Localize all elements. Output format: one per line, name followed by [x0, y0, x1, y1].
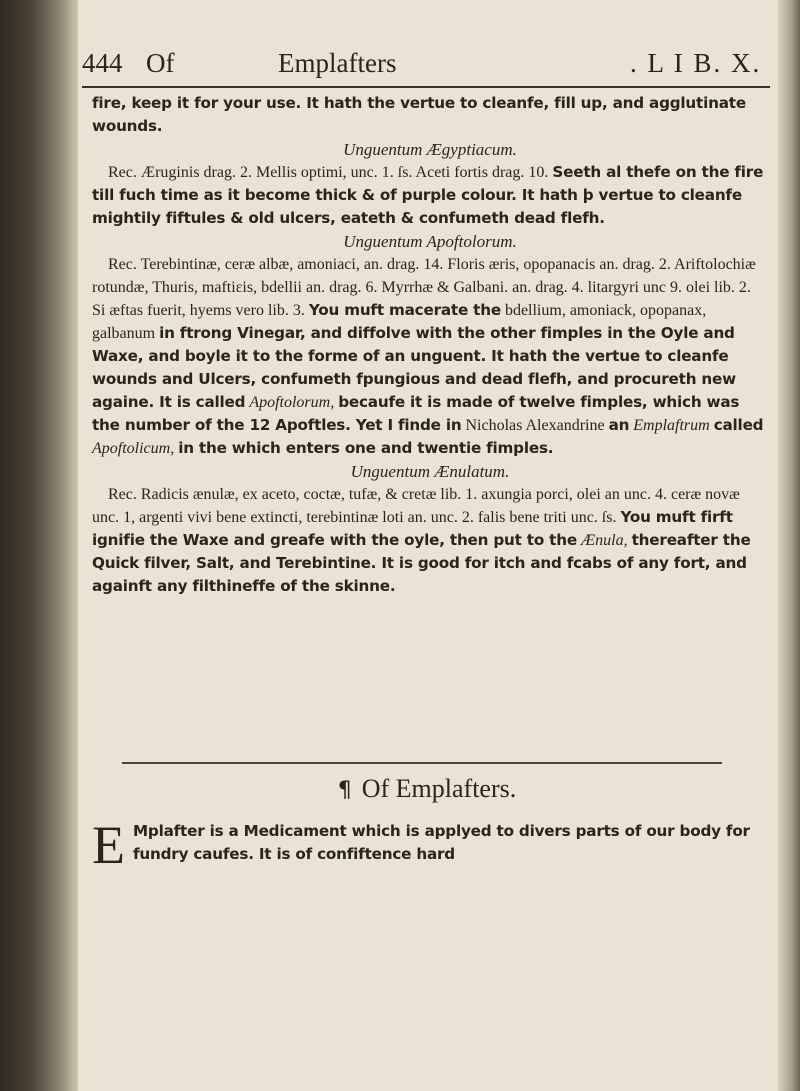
recipe-aegyptiacum: [92, 161, 768, 230]
author-name: Nicholas Alexandrine: [465, 417, 605, 434]
header-title: Emplafters: [278, 48, 397, 78]
running-header: [82, 48, 772, 88]
latin-term: Ænula,: [580, 532, 628, 549]
section-text: Mplafter is a Medicament which is applyed to divers parts of our body for fundry caufes. It is of confiftence hard: [133, 822, 750, 863]
instruction-text: in ftrong Vinegar, and diffolve with the other fimples in the Oyle and Waxe, and boyle it to the forme of an unguent. It hath the vertue to cleanfe wounds and Ulcers, confumeth fpungious and dead flefh, and procureth new againe. It is called: [92, 324, 736, 411]
instruction-text: thereafter the Quick filver, Salt, and Terebintine. It is good for itch and fcabs of any fort, and againft any filthineffe of the skinne.: [92, 531, 751, 595]
recipe-text: Rec. Æruginis drag. 2. Mellis optimi, unc. 1. ſs. Aceti fortis drag. 10.: [108, 164, 549, 181]
recipe-apostolorum: [92, 253, 768, 460]
latin-term: Apoftolorum,: [249, 394, 335, 411]
page-body: [92, 92, 768, 598]
pilcrow-icon: ¶: [337, 778, 352, 803]
instruction-text: called: [713, 416, 764, 434]
book-page: [82, 0, 778, 1091]
page-number: 444: [82, 48, 123, 78]
heading-unguentum-apostolorum: Unguentum Apoftolorum.: [343, 232, 517, 251]
instruction-text: becaufe it is made of twelve fimples, which was the number of the 12 Apoftles. Yet I finde in: [92, 393, 740, 434]
intro-paragraph: fire, keep it for your use. It hath the vertue to cleanfe, fill up, and agglutinate wounds.: [92, 94, 746, 135]
latin-term: Emplaftrum: [633, 417, 710, 434]
header-rule: [82, 86, 770, 88]
latin-term: Apoftolicum,: [92, 440, 175, 457]
section-title: Of Emplafters.: [361, 774, 517, 803]
section-divider: [122, 762, 722, 764]
instruction-text: You muft macerate the: [308, 301, 501, 319]
book-binding-shadow: [0, 0, 78, 1091]
instruction-text: Seeth al thefe on the fire till fuch time as it become thick & of purple colour. It hath þ vertue to cleanfe mightily fiftules & old ulcers, eateth & confumeth dead flefh.: [92, 163, 764, 227]
page-edge-shadow: [778, 0, 800, 1091]
recipe-text: Rec. Radicis ænulæ, ex aceto, coctæ, tufæ, & cretæ lib. 1. axungia porci, olei an unc. 4. ceræ novæ unc. 1, argenti vivi bene extincti, terebintinæ loti an. unc. 2. falis bene triti unc. ſs.: [92, 486, 740, 526]
header-of: Of: [146, 48, 175, 78]
heading-unguentum-aegyptiacum: Unguentum Ægyptiacum.: [343, 140, 517, 159]
recipe-text: Rec. Terebintinæ, ceræ albæ, amoniaci, an. drag. 14. Floris æris, opopanacis an. drag. 2. Ariftolochiæ rotundæ, Thuris, maftiɛis, bdellii an. drag. 6. Myrrhæ & Galbani. an. drag. 4. litargyri unc 9. olei lib. 2. Si æftas fuerit, hyems vero lib. 3.: [92, 256, 756, 319]
section-paragraph: [92, 815, 768, 875]
recipe-aenulatum: [92, 483, 768, 598]
header-book: . L I B. X.: [630, 48, 762, 78]
instruction-text: an: [608, 416, 630, 434]
heading-unguentum-aenulatum: Unguentum Ænulatum.: [350, 462, 510, 481]
recipe-inline: bdellium, amoniack, opopanax, galbanum: [92, 302, 707, 342]
instruction-text: You muft firft ignifie the Waxe and greafe with the oyle, then put to the: [92, 508, 733, 549]
instruction-text: in the which enters one and twentie fimples.: [178, 439, 554, 457]
drop-cap: E: [92, 815, 125, 875]
section-heading: [82, 774, 772, 804]
